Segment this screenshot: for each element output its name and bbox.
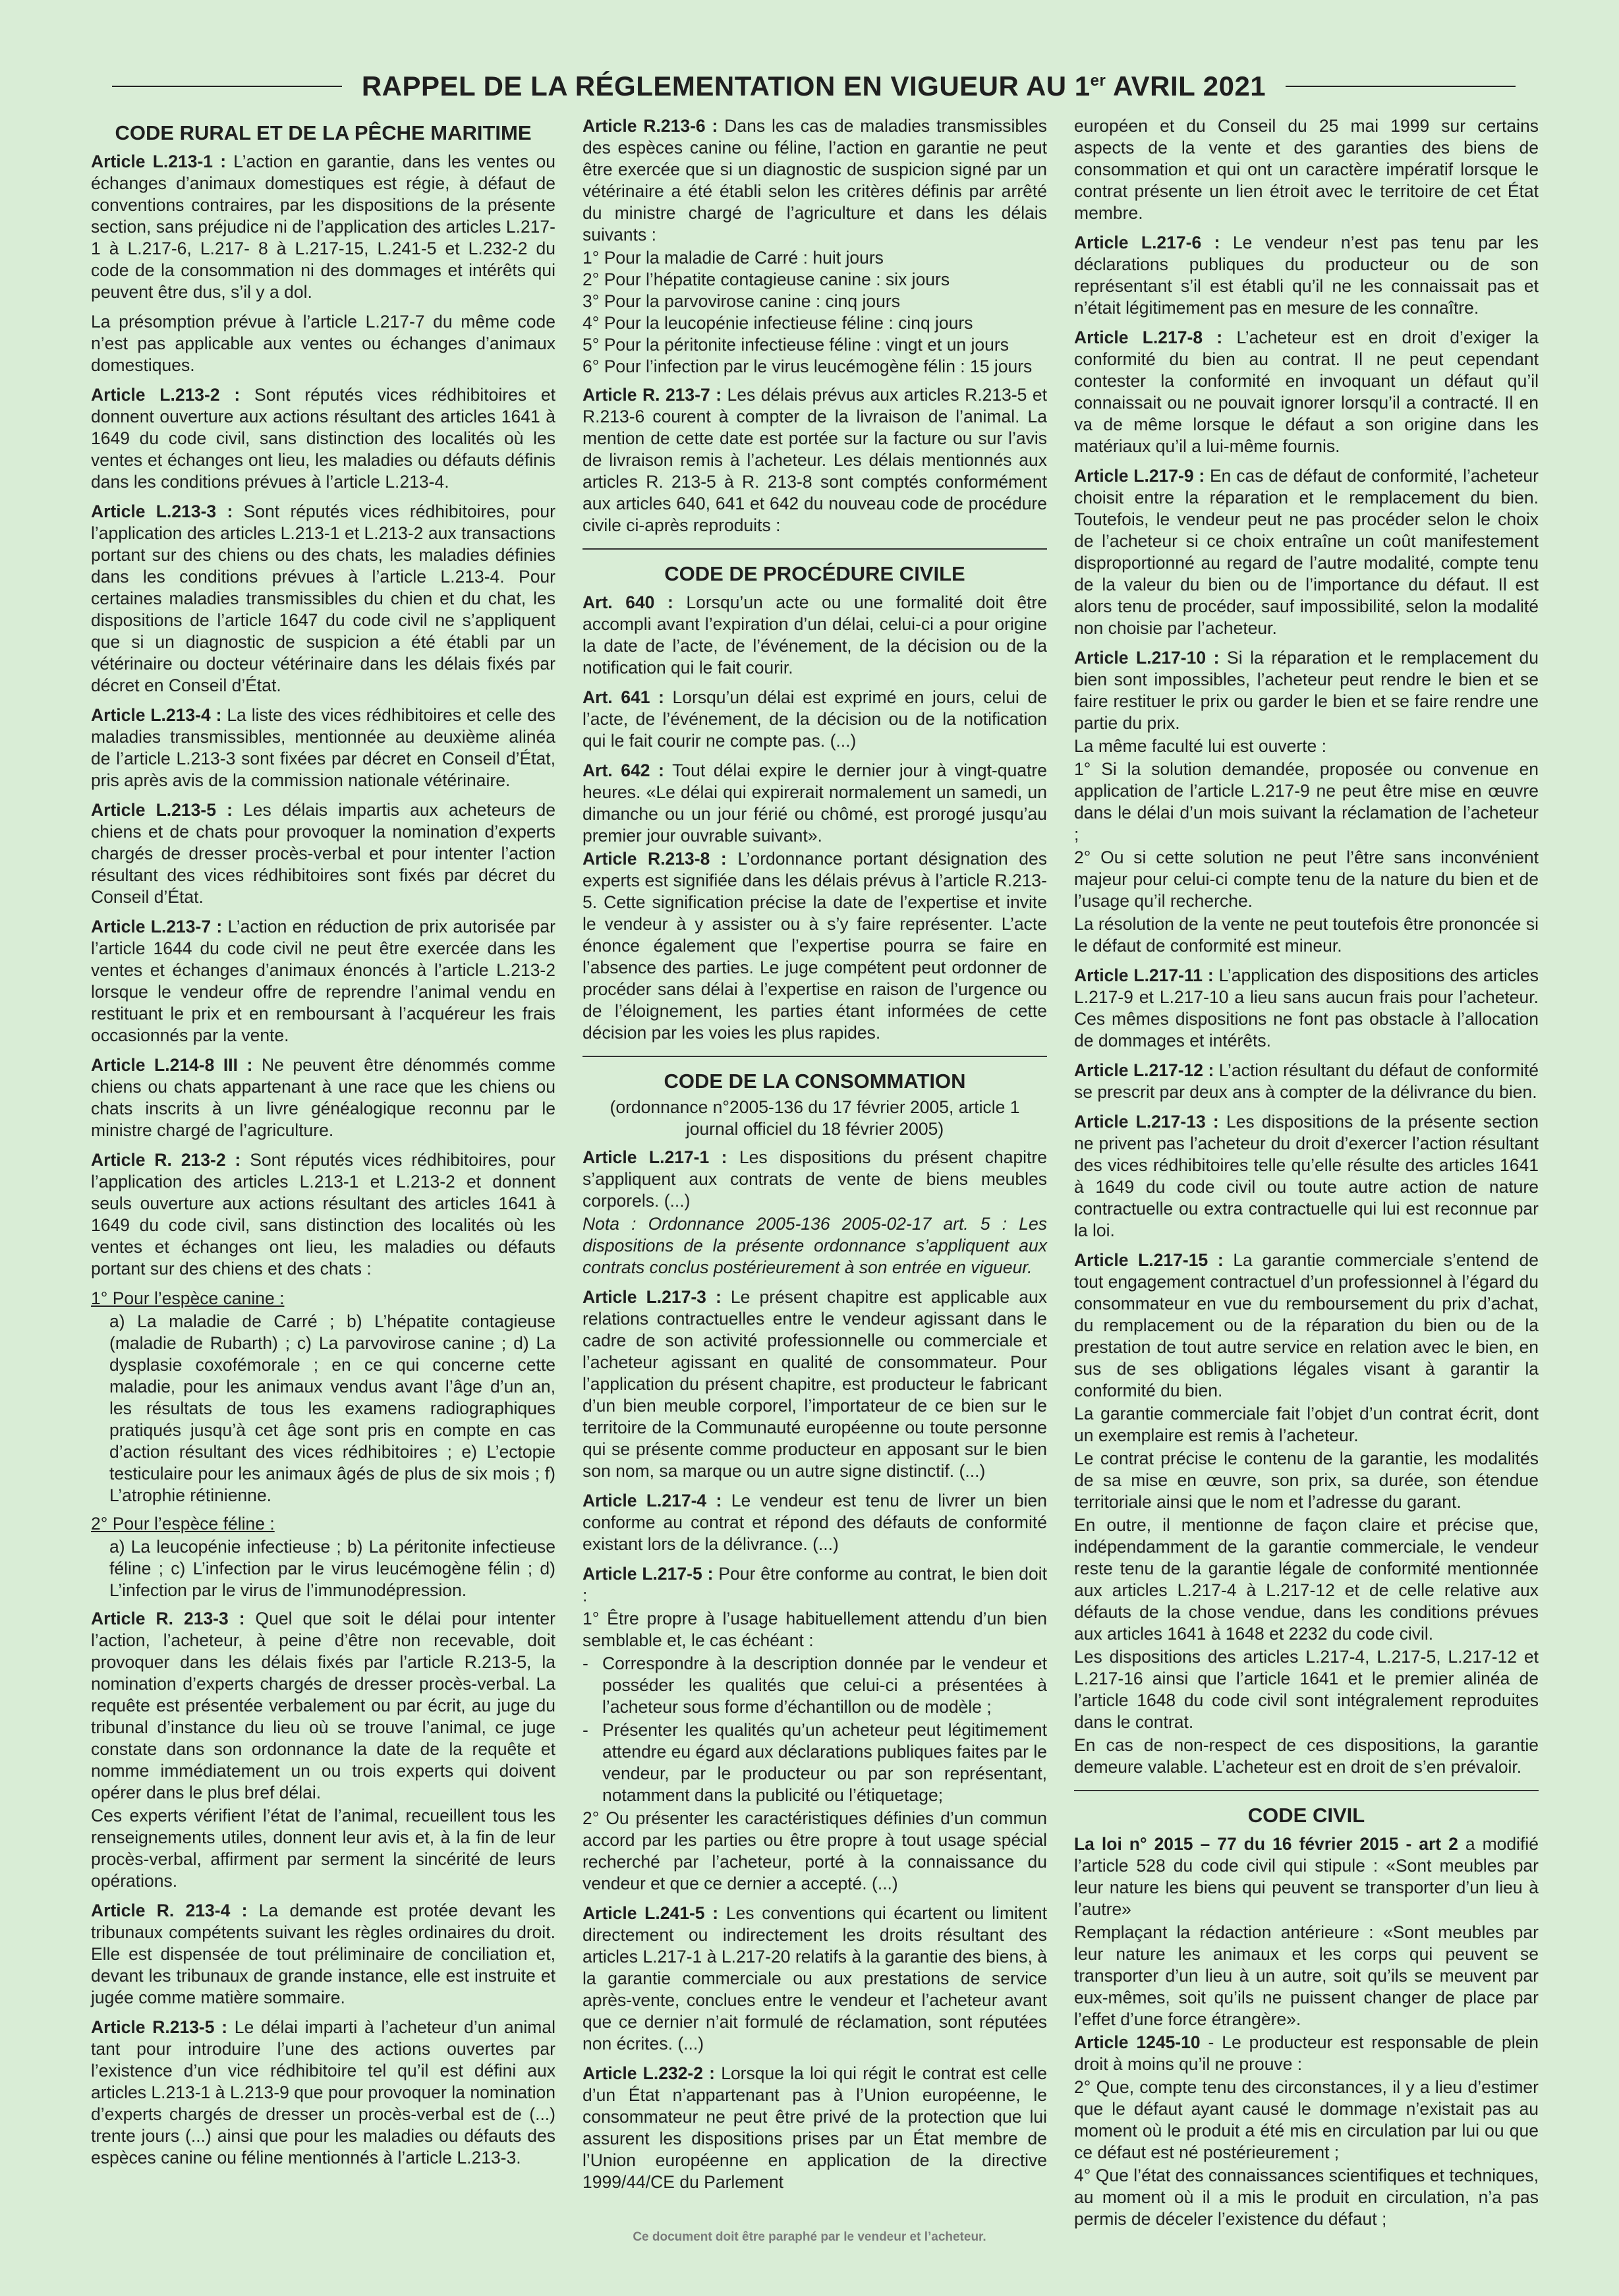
article: Article L.217-8 : L’acheteur est en droit d’exiger la conformité du bien au contrat. Il ne peut cependant contester la conformité en invoquant un défaut qu’il connaissait ou ne pouvait ignorer lorsqu’il a contracté. Il en va de même lorsque le défaut a son origine dans les matériaux qu’il a lui-même fournis. — [1074, 328, 1539, 456]
paragraph: 2° Ou présenter les caractéristiques définies d’un commun accord par les parties ou être propre à tout usage spécial recherché par l’acheteur, porté à la connaissance du vendeur et que ce dernier a accepté. (...) — [582, 1808, 1047, 1893]
paragraph: Ces experts vérifient l’état de l’animal, recueillent tous les renseignements utiles, donnent leur avis et, à la fin de leur procès-verbal, affirment par serment la sincérité de leurs opérations. — [91, 1806, 555, 1891]
article: Article L.213-4 : La liste des vices rédhibitoires et celle des maladies transmissibles, mentionnée au deuxième alinéa de l’article L.213-3 sont fixées par décret en Conseil d’État, pris après avis de la commission nationale vétérinaire. — [91, 705, 555, 790]
section-title-consommation: CODE DE LA CONSOMMATION — [664, 1070, 966, 1093]
article: Article L.217-15 : La garantie commerciale s’entend de tout engagement contractuel d’un professionnel à l’égard du consommateur en vue du remboursement du prix d’achat, du remplacement ou de la réparation du bien ou de la prestation de tout autre service en relation avec le bien, en sus de ses obligations légales visant à garantir la conformité du bien. — [1074, 1250, 1539, 1400]
article: Article 1245-10 - Le producteur est responsable de plein droit à moins qu’il ne prouve : — [1074, 2032, 1539, 2074]
paragraph: Les dispositions des articles L.217-4, L.217-5, L.217-12 et L.217-16 ainsi que l’article 1641 et le premier alinéa de l’article 1648 du code civil sont intégralement reproduites dans le contrat. — [1074, 1647, 1539, 1732]
column-left — [91, 115, 555, 2218]
article: Article L.217-3 : Le présent chapitre est applicable aux relations contractuelles entre le vendeur agissant dans le cadre de son activité professionnelle ou commerciale et l’acheteur agissant en qualité de consommateur. Pour l’application du présent chapitre, est producteur le fabricant d’un bien meuble corporel, l’importateur de ce bien sur le territoire de la Communauté européenne ou toute personne qui se présente comme producteur en apposant sur le bien son nom, sa marque ou un autre signe distinctif. (...) — [582, 1287, 1047, 1481]
list-item: 2° Pour l’hépatite contagieuse canine : six jours — [582, 270, 950, 289]
dash-item: - Correspondre à la description donnée par le vendeur et posséder les qualités que celui-ci a présentées à l’acheteur sous forme d’échantillon ou de modèle ; — [582, 1653, 1047, 1717]
article: Article L.213-7 : L’action en réduction de prix autorisée par l’article 1644 du code civil ne peut être exercée dans les ventes et échanges d’animaux énoncés à l’article L.213-2 lorsque le vendeur offre de reprendre l’animal vendu en restituant le prix et en remboursant à l’acquéreur les frais occasionnés par la vente. — [91, 917, 555, 1045]
feline-heading: 2° Pour l’espèce féline : — [91, 1514, 275, 1534]
article: Art. 642 : Tout délai expire le dernier jour à vingt-quatre heures. «Le délai qui expirerait normalement un samedi, un dimanche ou un jour férié ou chômé, est prorogé jusqu’au premier jour ouvrable suivant». — [582, 761, 1047, 846]
article: Article R.213-5 : Le délai imparti à l’acheteur d’un animal tant pour introduire l’une des actions ouvertes par l’existence d’un vice rédhibitoire tel qu’il est défini aux articles L.213-1 à L.213-9 que pour provoquer la nomination d’experts chargés de dresser un procès-verbal est de (...) trente jours (...) ainsi que pour les maladies ou défauts des espèces canine ou féline mentionnés à l’article L.213-3. — [91, 2017, 555, 2167]
page-header — [92, 63, 1535, 109]
header-rule-left — [112, 86, 342, 87]
feline-list: a) La leucopénie infectieuse ; b) La péritonite infectieuse féline ; c) L’infection par le virus leucémogène félin ; d) L’infection par le virus de l’immunodépression. — [109, 1537, 555, 1600]
section-divider — [582, 548, 1047, 550]
article: Article L.217-11 : L’application des dispositions des articles L.217-9 et L.217-10 a lieu sans aucun frais pour l’acheteur. Ces mêmes dispositions ne font pas obstacle à l’allocation de dommages et intérêts. — [1074, 965, 1539, 1050]
article: Article L.232-2 : Lorsque la loi qui régit le contrat est celle d’un État n’appartenant pas à l’Union européenne, le consommateur ne peut être privé de la protection que lui assurent les dispositions prises par un État membre de l’Union européenne en application de la directive 1999/44/CE du Parlement — [582, 2063, 1048, 2192]
paragraph: 2° Ou si cette solution ne peut l’être sans inconvénient majeur pour celui-ci compte tenu de la nature du bien et de l’usage qu’il recherche. — [1074, 847, 1539, 911]
article: Article L.217-1 : Les dispositions du présent chapitre s’appliquent aux contrats de vente de biens meubles corporels. (...) — [582, 1147, 1047, 1211]
section-divider — [1074, 1790, 1539, 1791]
section-title-procedure-civile: CODE DE PROCÉDURE CIVILE — [664, 562, 965, 585]
paragraph: Le contrat précise le contenu de la garantie, les modalités de sa mise en œuvre, son prix, sa durée, son étendue territoriale ainsi que le nom et l’adresse du garant. — [1074, 1449, 1539, 1512]
article: Article L.213-2 : Sont réputés vices rédhibitoires et donnent ouverture aux actions résultant des articles 1641 à 1649 du code civil, sans distinction des localités où les ventes et échanges ont lieu, les maladies ou défauts définis dans les conditions prévues à l’article L.213-4. — [91, 385, 556, 492]
paragraph: 2° Que, compte tenu des circonstances, il y a lieu d’estimer que le défaut ayant causé le dommage n’existait pas au moment où le produit a été mis en circulation par lui ou que ce défaut est né postérieurement ; — [1074, 2077, 1539, 2162]
dash-item: - Présenter les qualités qu’un acheteur peut légitimement attendre eu égard aux déclarations publiques faites par le vendeur, par le producteur ou par son représentant, notamment dans la publicité ou l’étiquetage; — [582, 1720, 1047, 1805]
article: Article L.217-13 : Les dispositions de la présente section ne privent pas l’acheteur du droit d’exercer l’action résultant des vices rédhibitoires telle qu’elle résulte des articles 1641 à 1649 du code civil ou toute autre action de nature contractuelle ou extra contractuelle qui lui est reconnue par la loi. — [1074, 1112, 1539, 1240]
list-item: 3° Pour la parvovirose canine : cinq jours — [582, 291, 900, 311]
paragraph: La résolution de la vente ne peut toutefois être prononcée si le défaut de conformité est mineur. — [1074, 914, 1539, 956]
article: Article L.213-5 : Les délais impartis aux acheteurs de chiens et de chats pour provoquer la nomination d’experts chargés de dresser procès-verbal et pour intenter l’action résultant des vices rédhibitoires sont fixés par décret du Conseil d’État. — [91, 800, 556, 907]
article: Article R. 213-2 : Sont réputés vices rédhibitoires, pour l’application des articles L.213-1 et L.213-2 et donnent seuls ouverture aux actions résultant des articles 1641 à 1649 du code civil, sans distinction des localités où les ventes et échanges ont lieu, les maladies ou défauts portant sur des chiens et des chats : — [91, 1150, 555, 1278]
section-title-code-rural: CODE RURAL ET DE LA PÊCHE MARITIME — [115, 121, 532, 144]
paragraph: La garantie commerciale fait l’objet d’un contrat écrit, dont un exemplaire est remis à l’acheteur. — [1074, 1404, 1539, 1445]
column-right — [1074, 115, 1539, 2229]
paragraph: européen et du Conseil du 25 mai 1999 sur certains aspects de la vente et des garanties des biens de consommation et qui ont un caractère impératif lorsque le contrat présente un lien étroit avec le territoire de cet État membre. — [1074, 116, 1539, 223]
article: Article R.213-6 : Dans les cas de maladies transmissibles des espèces canine ou féline, l’action en garantie ne peut être exercée que si un diagnostic de suspicion signé par un vétérinaire a été établi selon les critères définis par arrêté du ministre chargé de l’agriculture et dans les délais suivants : — [582, 116, 1047, 244]
article: Article R. 213-4 : La demande est protée devant les tribunaux compétents suivant les règles ordinaires du droit. Elle est dispensée de tout préliminaire de conciliation et, devant les tribunaux de grande instance, elle est instruite et jugée comme matière sommaire. — [91, 1901, 555, 2007]
section-divider — [582, 1056, 1047, 1057]
article: Art. 641 : Lorsqu’un délai est exprimé en jours, celui de l’acte, de l’événement, de la décision ou de la notification qui le fait courir ne compte pas. (...) — [582, 687, 1048, 751]
article: Article L.241-5 : Les conventions qui écartent ou limitent directement ou indirectement les droits résultant des articles L.217-1 à L.217-20 relatifs à la garantie des biens, à la garantie commerciale ou aux prestations de service après-vente, conclues entre le vendeur et l’acheteur avant que ce dernier n’ait formulé de réclamation, sont réputées non écrites. (...) — [582, 1903, 1048, 2053]
article: Article L.217-10 : Si la réparation et le remplacement du bien sont impossibles, l’acheteur peut rendre le bien et se faire restituer le prix ou garder le bien et se faire rendre une partie du prix. — [1074, 648, 1539, 733]
paragraph: En cas de non-respect de ces dispositions, la garantie demeure valable. L’acheteur est en droit de s’en prévaloir. — [1074, 1735, 1539, 1777]
paragraph: La même faculté lui est ouverte : — [1074, 736, 1326, 756]
paragraph: En outre, il mentionne de façon claire et précise que, indépendamment de la garantie commerciale, le vendeur reste tenu de la garantie légale de conformité mentionnée aux articles L.217-4 à L.217-12 et de celle relative aux défauts de la chose vendue, dans les conditions prévues aux articles 1641 à 1648 et 2232 du code civil. — [1074, 1515, 1539, 1644]
article: Article R. 213-3 : Quel que soit le délai pour intenter l’action, l’acheteur, à peine d’être non recevable, doit provoquer dans les délais fixés par l’article R.213-5, la nomination d’experts chargés de dresser procès-verbal. La requête est présentée verbalement ou par écrit, au juge du tribunal d’instance du lieu où se trouve l’animal, ce juge constate dans son ordonnance la date de la requête et nomme immédiatement un ou trois experts qui doivent opérer dans le plus bref délai. — [91, 1609, 555, 1802]
article: Art. 640 : Lorsqu’un acte ou une formalité doit être accompli avant l’expiration d’un délai, celui-ci a pour origine la date de l’acte, de l’événement, de la décision ou de la notification qui le fait courir. — [582, 592, 1047, 677]
article: Article R.213-8 : L’ordonnance portant désignation des experts est signifiée dans les délais prévus à l’article R.213-5. Cette signification précise la date de l’expertise et invite le vendeur à y assister ou à s’y faire représenter. L’acte énonce également que l’expertise pourra se faire en l’absence des parties. Le juge compétent peut ordonner de procéder sans délai à l’expertise en raison de l’urgence ou de l’éloignement, les parties étant informées de cette décision par les voies les plus rapides. — [582, 849, 1047, 1043]
article: Article R. 213-7 : Les délais prévus aux articles R.213-5 et R.213-6 courent à compter de la livraison de l’animal. La mention de cette date est portée sur la facture ou sur l’avis de livraison remis à l’acheteur. Les délais mentionnés aux articles R. 213-5 à R. 213-8 sont comptés conformément aux articles 640, 641 et 642 du nouveau code de procédure civile ci-après reproduits : — [582, 385, 1047, 535]
list-item: 5° Pour la péritonite infectieuse féline : vingt et un jours — [582, 335, 1009, 355]
article: Article L.213-1 : L’action en garantie, dans les ventes ou échanges d’animaux domestiques est régie, à défaut de conventions contraires, par les dispositions de la présente section, sans préjudice ni de l’application des articles L.217-1 à L.217-6, L.217- 8 à L.217-15, L.241-5 et L.232-2 du code de la consommation ni des dommages et intérêts qui peuvent être dus, s’il y a dol. — [91, 152, 555, 302]
list-item: 1° Pour la maladie de Carré : huit jours — [582, 248, 884, 268]
paragraph: 1° Si la solution demandée, proposée ou convenue en application de l’article L.217-9 ne peut être mise en œuvre dans le délai d’un mois suivant la réclamation de l’acheteur ; — [1074, 759, 1539, 844]
paragraph: La présomption prévue à l’article L.217-7 du même code n’est pas applicable aux ventes ou échanges d’animaux domestiques. — [91, 312, 555, 375]
footer-note: Ce document doit être paraphé par le vendeur et l’acheteur. — [633, 2230, 986, 2244]
delay-list — [582, 247, 1047, 378]
article: La loi n° 2015 – 77 du 16 février 2015 - art 2 a modifié l’article 528 du code civil qui stipule : «Sont meubles par leur nature les biens qui peuvent se transporter d’un lieu à l’autre» — [1074, 1834, 1539, 1919]
article: Article L.217-4 : Le vendeur est tenu de livrer un bien conforme au contrat et répond des défauts de conformité existant lors de la délivrance. (...) — [582, 1491, 1047, 1554]
paragraph: 4° Que l’état des connaissances scientifiques et techniques, au moment où il a mis le produit en circulation, n’a pas permis de déceler l’existence du défaut ; — [1074, 2166, 1539, 2229]
article: Article L.217-9 : En cas de défaut de conformité, l’acheteur choisit entre la réparation et le remplacement du bien. Toutefois, le vendeur peut ne pas procéder selon le choix de l’acheteur si ce choix entraîne un coût manifestement disproportionné au regard de l’autre modalité, compte tenu de la valeur du bien ou de l’importance du défaut. Il est alors tenu de procéder, sauf impossibilité, selon la modalité non choisie par l’acheteur. — [1074, 466, 1539, 638]
list-item: 4° Pour la leucopénie infectieuse féline : cinq jours — [582, 313, 973, 333]
canine-heading: 1° Pour l’espèce canine : — [91, 1288, 285, 1308]
column-middle — [582, 115, 1047, 2218]
article: Article L.213-3 : Sont réputés vices rédhibitoires, pour l’application des articles L.213-1 et L.213-2 aux transactions portant sur des chiens ou des chats, les maladies définies dans les conditions prévues à l’article L.213-4. Pour certaines maladies transmissibles du chien et du chat, les dispositions de l’article 1647 du code civil ne s’appliquent que si un diagnostic de suspicion a été établi par un vétérinaire ou docteur vétérinaire dans les délais fixés par décret en Conseil d’État. — [91, 502, 555, 695]
list-item: 6° Pour l’infection par le virus leucémogène félin : 15 jours — [582, 357, 1033, 376]
section-title-code-civil: CODE CIVIL — [1247, 1804, 1365, 1827]
page-title: RAPPEL DE LA RÉGLEMENTATION EN VIGUEUR AU 1er AVRIL 2021 — [361, 71, 1266, 101]
header-rule-right — [1286, 86, 1516, 87]
article: Article L.214-8 III : Ne peuvent être dénommés comme chiens ou chats appartenant à une race que les chiens ou chats inscrits à un livre généalogique reconnu par le ministre chargé de l’agriculture. — [91, 1055, 555, 1140]
article: Article L.217-12 : L’action résultant du défaut de conformité se prescrit par deux ans à compter de la délivrance du bien. — [1074, 1060, 1539, 1102]
article: Article L.217-5 : Pour être conforme au contrat, le bien doit : — [582, 1564, 1047, 1605]
canine-list: a) La maladie de Carré ; b) L’hépatite contagieuse (maladie de Rubarth) ; c) La parvovirose canine ; d) La dysplasie coxofémorale ; en ce qui concerne cette maladie, pour les animaux vendus avant l’âge d’un an, les résultats de tous les examens radiographiques pratiqués jusqu’à cet âge sont pris en compte en cas d’action résultant des vices rédhibitoires ; e) L’ectopie testiculaire pour les animaux âgés de plus de six mois ; f) L’atrophie rétinienne. — [109, 1311, 555, 1505]
paragraph: 1° Être propre à l’usage habituellement attendu d’un bien semblable et, le cas échéant : — [582, 1609, 1047, 1650]
section-subtitle: (ordonnance n°2005-136 du 17 février 2005, article 1 journal officiel du 18 février 2005) — [610, 1097, 1020, 1139]
paragraph: Remplaçant la rédaction antérieure : «Sont meubles par leur nature les animaux et les corps qui peuvent se transporter d’un lieu à un autre, soit qu’ils se meuvent par eux-mêmes, soit qu’ils ne puissent changer de place par l’effet d’une force étrangère». — [1074, 1922, 1539, 2029]
article: Article L.217-6 : Le vendeur n’est pas tenu par les déclarations publiques du producteur ou de son représentant s’il est établi qu’il ne les connaissait pas et n’était légitimement pas en mesure de les connaître. — [1074, 233, 1539, 318]
nota: Nota : Ordonnance 2005-136 2005-02-17 art. 5 : Les dispositions de la présente ordonnance s’appliquent aux contrats conclus postérieurement à son entrée en vigueur. — [582, 1214, 1047, 1277]
